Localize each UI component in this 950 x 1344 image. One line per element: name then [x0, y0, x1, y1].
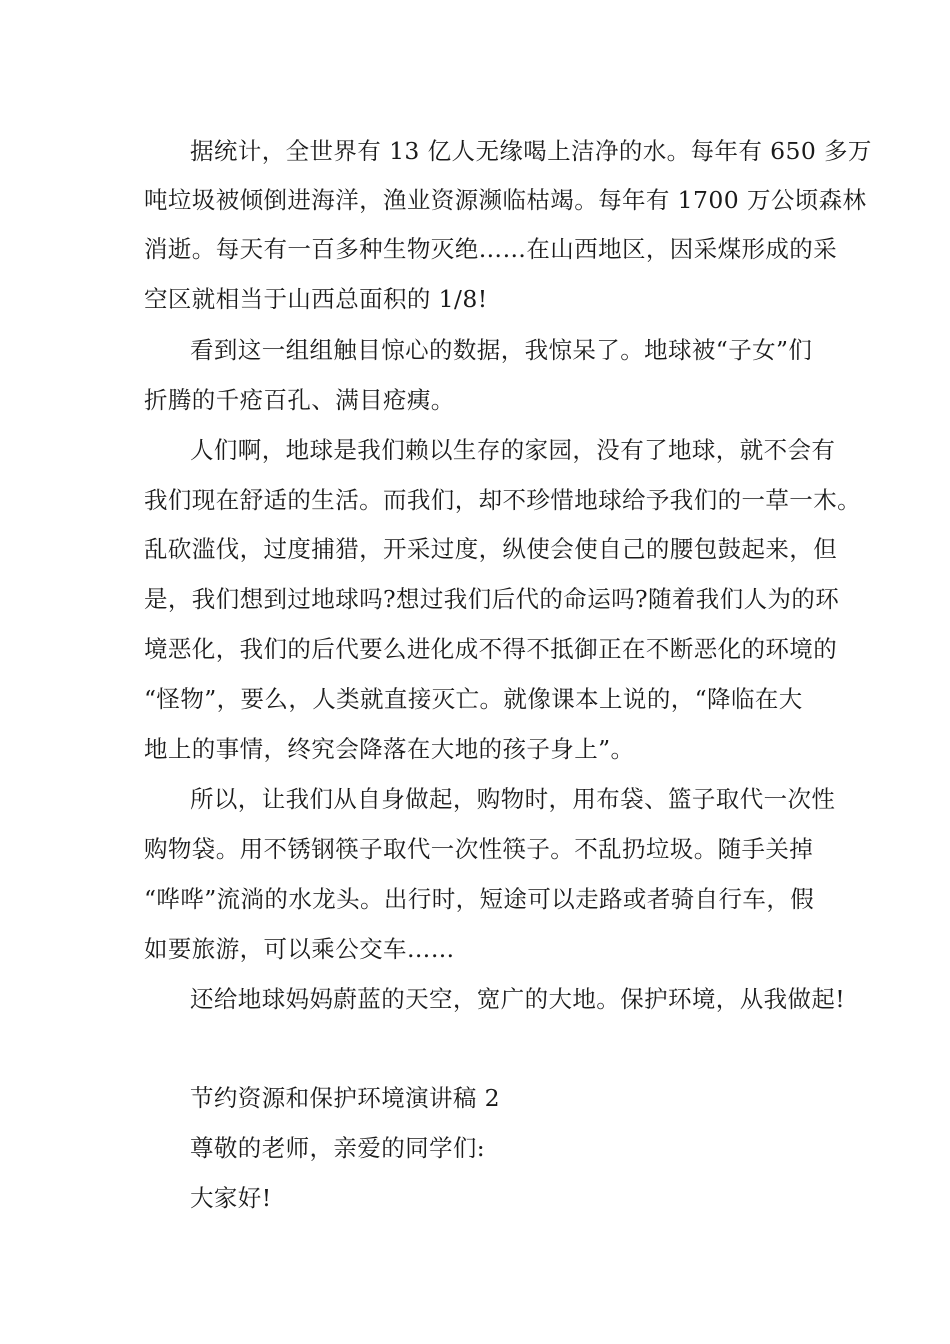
paragraph-1-line-2: 吨垃圾被倾倒进海洋，渔业资源濒临枯竭。每年有 1700 万公顷森林	[144, 186, 867, 214]
paragraph-2-line-1: 看到这一组组触目惊心的数据，我惊呆了。地球被“子女”们	[190, 336, 813, 364]
section-title: 节约资源和保护环境演讲稿 2	[190, 1084, 501, 1112]
paragraph-3-line-7: 地上的事情，终究会降落在大地的孩子身上”。	[144, 735, 635, 763]
paragraph-1-line-1: 据统计，全世界有 13 亿人无缘喝上洁净的水。每年有 650 多万	[190, 137, 872, 165]
paragraph-2-line-2: 折腾的千疮百孔、满目疮痍。	[144, 386, 455, 414]
paragraph-4-line-2: 购物袋。用不锈钢筷子取代一次性筷子。不乱扔垃圾。随手关掉	[144, 835, 814, 863]
paragraph-3-line-6: “怪物”，要么，人类就直接灭亡。就像课本上说的，“降临在大	[144, 685, 803, 713]
paragraph-4-line-3: “哗哗”流淌的水龙头。出行时，短途可以走路或者骑自行车，假	[144, 885, 815, 913]
paragraph-3-line-2: 我们现在舒适的生活。而我们，却不珍惜地球给予我们的一草一木。	[144, 486, 861, 514]
paragraph-3-line-1: 人们啊，地球是我们赖以生存的家园，没有了地球，就不会有	[190, 436, 836, 464]
paragraph-3-line-4: 是，我们想到过地球吗?想过我们后代的命运吗?随着我们人为的环	[144, 585, 840, 613]
paragraph-4-line-4: 如要旅游，可以乘公交车……	[144, 935, 455, 963]
paragraph-3-line-5: 境恶化，我们的后代要么进化成不得不抵御正在不断恶化的环境的	[144, 635, 838, 663]
paragraph-3-line-3: 乱砍滥伐，过度捕猎，开采过度，纵使会使自己的腰包鼓起来，但	[144, 535, 838, 563]
paragraph-5-line-1: 还给地球妈妈蔚蓝的天空，宽广的大地。保护环境，从我做起!	[190, 985, 846, 1013]
paragraph-1-line-4: 空区就相当于山西总面积的 1/8!	[144, 285, 488, 313]
greeting: 大家好!	[190, 1184, 272, 1212]
paragraph-1-line-3: 消逝。每天有一百多种生物灭绝……在山西地区，因采煤形成的采	[144, 235, 838, 263]
salutation: 尊敬的老师，亲爱的同学们:	[190, 1134, 486, 1162]
paragraph-4-line-1: 所以，让我们从自身做起，购物时，用布袋、篮子取代一次性	[190, 785, 836, 813]
